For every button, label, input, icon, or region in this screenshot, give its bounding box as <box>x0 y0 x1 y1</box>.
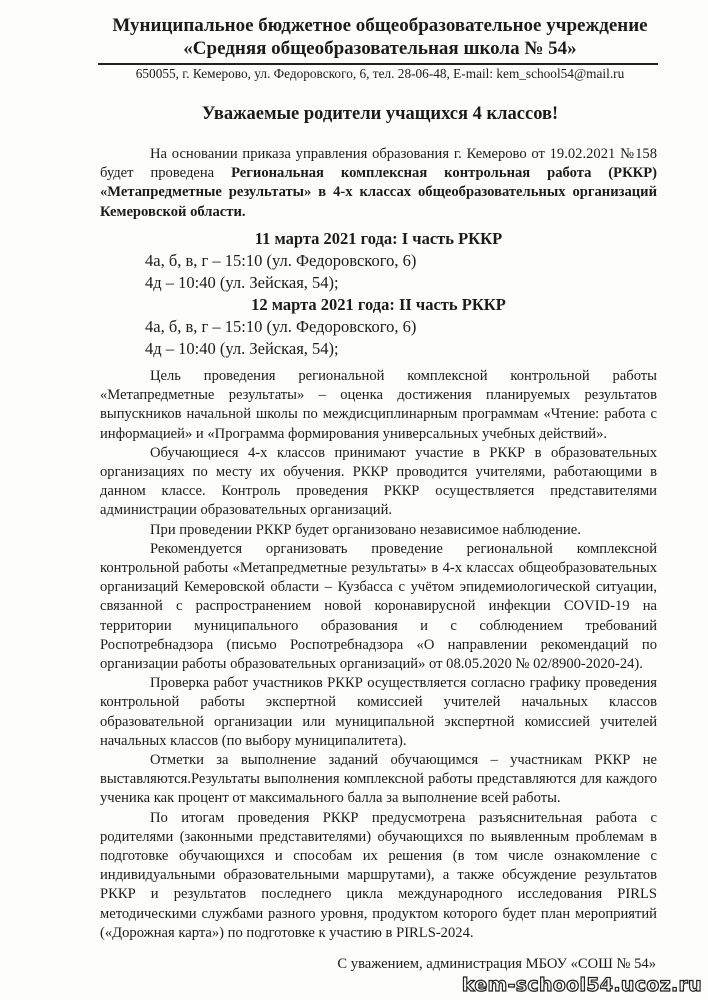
schedule-day: 12 марта 2021 года: II часть РККР <box>251 295 506 314</box>
paragraph: Отметки за выполнение заданий обучающимся – участникам РККР не выставляются.Результаты выполнения комплексной работы представляются для каждого ученика как процент от максимального балла за выполнение всей работы. <box>100 752 657 807</box>
schedule-row: 4д – 10:40 (ул. Зейская, 54); <box>145 339 339 358</box>
institution-name: Муниципальное бюджетное общеобразовательное учреждение <box>112 15 648 36</box>
schedule-row: 4д – 10:40 (ул. Зейская, 54); <box>145 273 339 292</box>
school-address: 650055, г. Кемерово, ул. Федоровского, 6, тел. 28-06-48, E-mail: kem_school54@mail.ru <box>135 66 625 81</box>
paragraph: Обучающиеся 4-х классов принимают участие в РККР в образовательных организациях по месту их обучения. РККР проводится учителями, работающими в данном классе. Контроль проведения РККР осуществляется представителями администрации образовательных организаций. <box>100 444 657 519</box>
intro-bold-text: Региональная комплексная контрольная работа (РККР) «Метапредметные результаты» в 4-х классах общеобразовательных организаций Кемеровской области. <box>100 165 658 220</box>
paragraph: При проведении РККР будет организовано независимое наблюдение. <box>150 521 581 538</box>
schedule-day: 11 марта 2021 года: I часть РККР <box>254 229 503 248</box>
paragraph: Цель проведения региональной комплексной контрольной работы «Метапредметные результаты» – оценка достижения планируемых результатов выпускников начальной школы по междисциплинарным программам «Чтение: работа с информацией» и «Программа формирования универсальных учебных действий». <box>100 368 657 442</box>
schedule <box>100 228 657 360</box>
paragraph: Рекомендуется организовать проведение региональной комплексной контрольной работы «Метапредметные результаты» в 4-х классах общеобразовательных организаций Кемеровской области – Кузбасса с учётом эпидемиологической ситуации, связанной с распространением новой коронавирусной инфекции COVID-19 на территории муниципального образования и с соблюдением требований Роспотребнадзора (письмо Роспотребнадзора «О направлении рекомендаций по организации работы образовательных организаций» от 08.05.2020 № 02/8900-2020-24). <box>100 540 657 673</box>
schedule-row: 4а, б, в, г – 15:10 (ул. Федоровского, 6) <box>145 317 417 336</box>
intro-text: На основании приказа управления образования г. Кемерово от 19.02.2021 №158 будет проведена <box>100 146 657 182</box>
school-name: «Средняя общеобразовательная школа № 54» <box>183 38 577 59</box>
paragraph: По итогам проведения РККР предусмотрена разъяснительная работа с родителями (законными представителями) обучающихся по выявленным проблемам в подготовке обучающихся и способам их решения (в том числе ознакомление с индивидуальными образовательными маршрутами), а также обсуждение результатов РККР и результатов последнего цикла международного исследования PIRLS методическими службами разного уровня, продуктом которого будет план мероприятий («Дорожная карта») по подготовке к участию в PIRLS-2024. <box>100 809 657 941</box>
greeting-title: Уважаемые родители учащихся 4 классов! <box>201 104 559 124</box>
schedule-row: 4а, б, в, г – 15:10 (ул. Федоровского, 6) <box>145 251 417 270</box>
intro-paragraph <box>100 145 657 222</box>
signature: С уважением, администрация МБОУ «СОШ № 54» <box>337 956 656 972</box>
header-divider <box>98 63 658 65</box>
paragraph: Проверка работ участников РККР осуществляется согласно графику проведения контрольной работы экспертной комиссией учителей начальных классов образовательной организации или муниципальной экспертной комиссией учителей начальных классов (по выбору муниципалитета). <box>100 675 657 749</box>
letterhead <box>95 14 665 60</box>
body-text <box>100 367 657 943</box>
watermark: kem-school54.ucoz.ru <box>461 974 702 996</box>
